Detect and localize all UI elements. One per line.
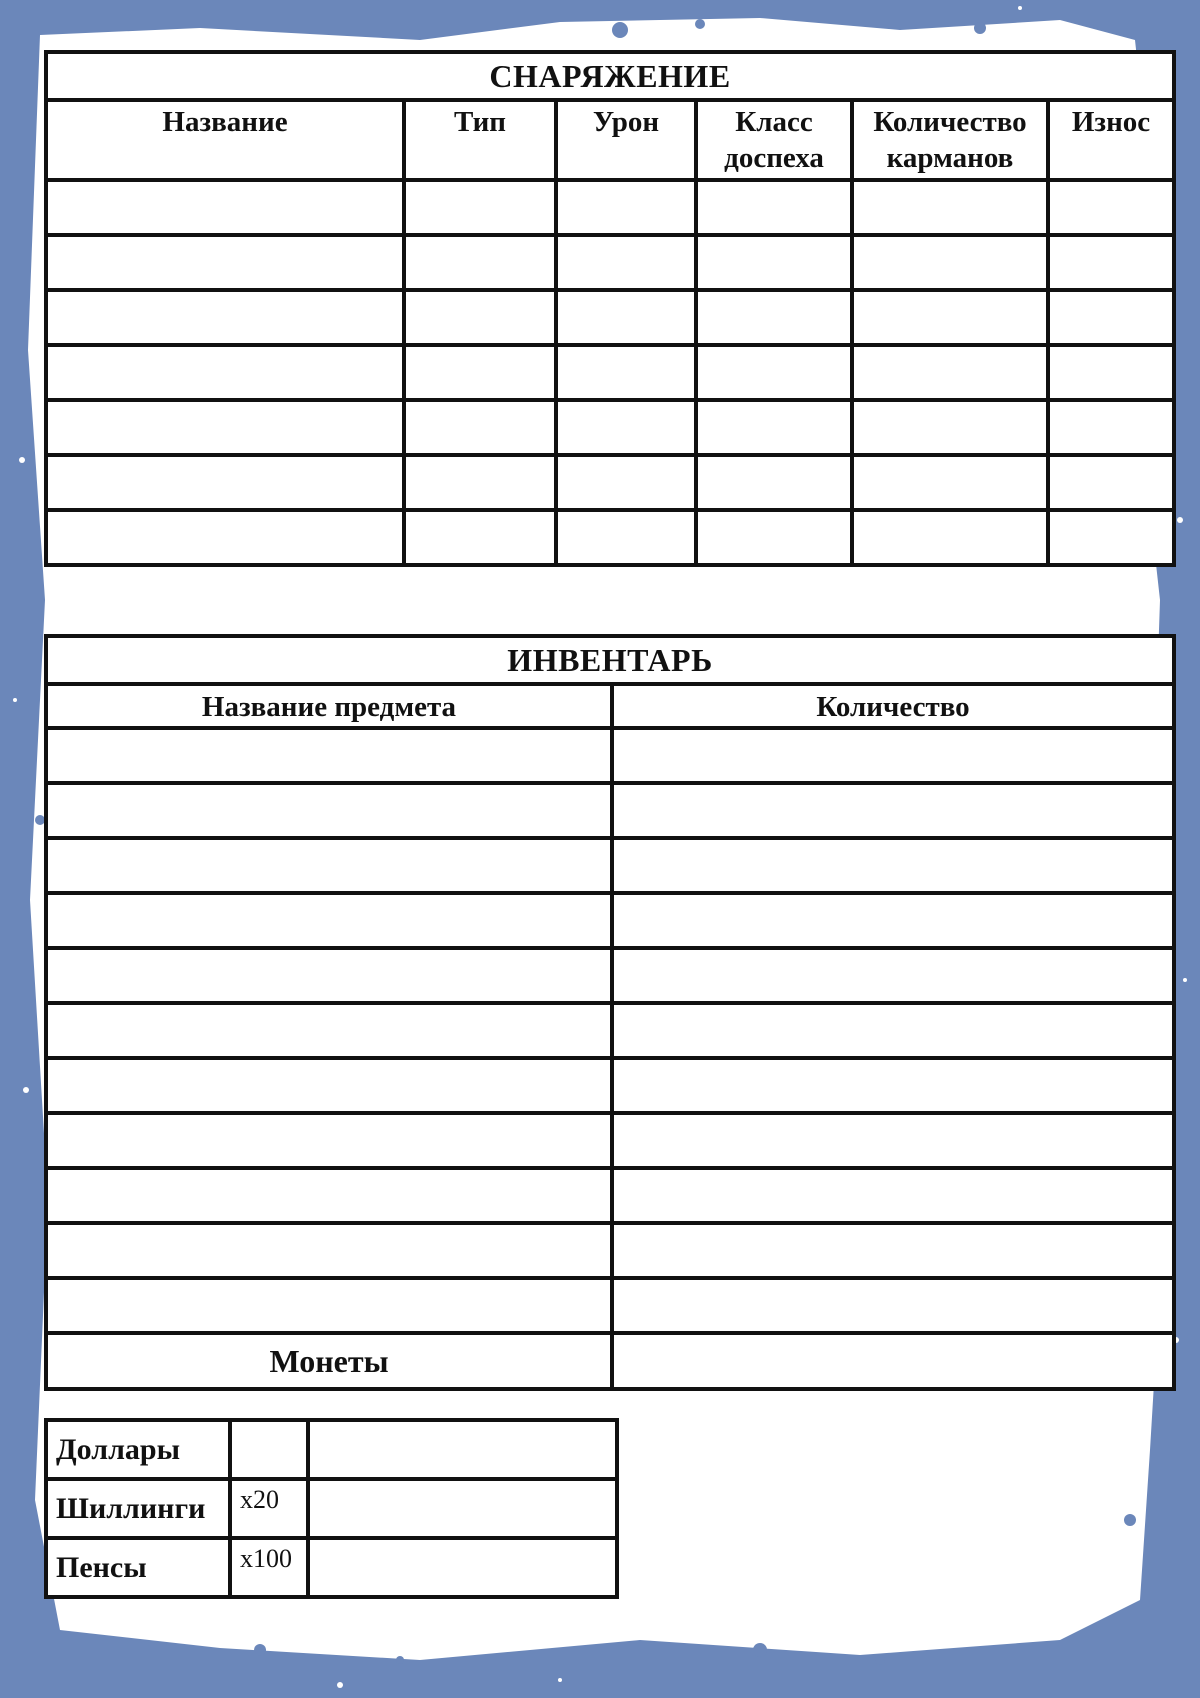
coin-row bbox=[46, 1420, 617, 1479]
header-wear: Износ bbox=[1048, 100, 1174, 180]
equipment-cell[interactable] bbox=[696, 290, 852, 345]
inventory-cell[interactable] bbox=[46, 1223, 612, 1278]
inventory-cell[interactable] bbox=[612, 838, 1174, 893]
coin-row bbox=[46, 1479, 617, 1538]
inventory-cell[interactable] bbox=[612, 1058, 1174, 1113]
coin-label: Шиллинги bbox=[46, 1479, 230, 1538]
inventory-cell[interactable] bbox=[46, 1003, 612, 1058]
equipment-cell[interactable] bbox=[404, 180, 556, 235]
equipment-cell[interactable] bbox=[46, 180, 404, 235]
equipment-cell[interactable] bbox=[556, 400, 696, 455]
equipment-cell[interactable] bbox=[696, 510, 852, 565]
equipment-row bbox=[46, 455, 1174, 510]
inventory-row bbox=[46, 838, 1174, 893]
inventory-cell[interactable] bbox=[46, 1113, 612, 1168]
coin-amount-cell[interactable] bbox=[308, 1420, 617, 1479]
equipment-cell[interactable] bbox=[46, 510, 404, 565]
inventory-row bbox=[46, 1223, 1174, 1278]
equipment-cell[interactable] bbox=[1048, 455, 1174, 510]
equipment-cell[interactable] bbox=[556, 510, 696, 565]
coins-title: Монеты bbox=[46, 1333, 612, 1389]
inventory-row bbox=[46, 1003, 1174, 1058]
inventory-table bbox=[44, 634, 1176, 1391]
coin-amount-cell[interactable] bbox=[308, 1538, 617, 1597]
coin-label: Доллары bbox=[46, 1420, 230, 1479]
inventory-cell[interactable] bbox=[46, 1058, 612, 1113]
inventory-cell[interactable] bbox=[612, 1003, 1174, 1058]
equipment-cell[interactable] bbox=[696, 180, 852, 235]
equipment-row bbox=[46, 510, 1174, 565]
equipment-table bbox=[44, 50, 1176, 567]
equipment-row bbox=[46, 180, 1174, 235]
inventory-cell[interactable] bbox=[46, 948, 612, 1003]
header-quantity: Количество bbox=[612, 684, 1174, 728]
equipment-cell[interactable] bbox=[1048, 290, 1174, 345]
inventory-row bbox=[46, 728, 1174, 783]
header-name: Название bbox=[46, 100, 404, 180]
equipment-cell[interactable] bbox=[46, 290, 404, 345]
inventory-cell[interactable] bbox=[46, 1278, 612, 1333]
coin-multiplier: x20 bbox=[230, 1479, 308, 1538]
inventory-cell[interactable] bbox=[612, 1278, 1174, 1333]
equipment-cell[interactable] bbox=[556, 345, 696, 400]
equipment-cell[interactable] bbox=[46, 235, 404, 290]
header-armor-class: Класс доспеха bbox=[696, 100, 852, 180]
equipment-cell[interactable] bbox=[852, 345, 1048, 400]
equipment-row bbox=[46, 400, 1174, 455]
inventory-row bbox=[46, 948, 1174, 1003]
equipment-cell[interactable] bbox=[556, 290, 696, 345]
equipment-cell[interactable] bbox=[556, 180, 696, 235]
equipment-cell[interactable] bbox=[556, 455, 696, 510]
coin-row bbox=[46, 1538, 617, 1597]
equipment-row bbox=[46, 235, 1174, 290]
equipment-cell[interactable] bbox=[852, 180, 1048, 235]
equipment-cell[interactable] bbox=[46, 455, 404, 510]
coin-multiplier bbox=[230, 1420, 308, 1479]
equipment-cell[interactable] bbox=[404, 345, 556, 400]
equipment-cell[interactable] bbox=[696, 455, 852, 510]
inventory-cell[interactable] bbox=[46, 728, 612, 783]
equipment-cell[interactable] bbox=[556, 235, 696, 290]
header-pockets: Количество карманов bbox=[852, 100, 1048, 180]
equipment-cell[interactable] bbox=[46, 345, 404, 400]
equipment-cell[interactable] bbox=[1048, 180, 1174, 235]
header-item-name: Название предмета bbox=[46, 684, 612, 728]
equipment-row bbox=[46, 290, 1174, 345]
inventory-row bbox=[46, 1278, 1174, 1333]
inventory-cell[interactable] bbox=[612, 783, 1174, 838]
equipment-cell[interactable] bbox=[852, 510, 1048, 565]
inventory-row bbox=[46, 1113, 1174, 1168]
header-damage: Урон bbox=[556, 100, 696, 180]
equipment-title: СНАРЯЖЕНИЕ bbox=[46, 52, 1174, 100]
equipment-cell[interactable] bbox=[852, 290, 1048, 345]
inventory-title: ИНВЕНТАРЬ bbox=[46, 636, 1174, 684]
inventory-cell[interactable] bbox=[612, 893, 1174, 948]
equipment-cell[interactable] bbox=[852, 455, 1048, 510]
equipment-cell[interactable] bbox=[1048, 510, 1174, 565]
equipment-cell[interactable] bbox=[1048, 235, 1174, 290]
inventory-row bbox=[46, 783, 1174, 838]
coin-label: Пенсы bbox=[46, 1538, 230, 1597]
inventory-row bbox=[46, 1168, 1174, 1223]
inventory-cell[interactable] bbox=[612, 728, 1174, 783]
equipment-cell[interactable] bbox=[404, 510, 556, 565]
inventory-row bbox=[46, 1058, 1174, 1113]
equipment-cell[interactable] bbox=[852, 235, 1048, 290]
inventory-cell[interactable] bbox=[612, 948, 1174, 1003]
equipment-cell[interactable] bbox=[696, 235, 852, 290]
coin-multiplier: x100 bbox=[230, 1538, 308, 1597]
inventory-cell[interactable] bbox=[612, 1168, 1174, 1223]
inventory-cell[interactable] bbox=[46, 783, 612, 838]
equipment-cell[interactable] bbox=[852, 400, 1048, 455]
inventory-cell[interactable] bbox=[46, 893, 612, 948]
equipment-cell[interactable] bbox=[1048, 345, 1174, 400]
equipment-cell[interactable] bbox=[1048, 400, 1174, 455]
equipment-cell[interactable] bbox=[696, 400, 852, 455]
equipment-cell[interactable] bbox=[404, 290, 556, 345]
equipment-cell[interactable] bbox=[696, 345, 852, 400]
inventory-cell[interactable] bbox=[612, 1223, 1174, 1278]
inventory-row bbox=[46, 893, 1174, 948]
inventory-cell[interactable] bbox=[46, 1168, 612, 1223]
equipment-cell[interactable] bbox=[404, 235, 556, 290]
equipment-row bbox=[46, 345, 1174, 400]
coin-amount-cell[interactable] bbox=[308, 1479, 617, 1538]
header-type: Тип bbox=[404, 100, 556, 180]
equipment-cell[interactable] bbox=[404, 400, 556, 455]
inventory-cell[interactable] bbox=[612, 1113, 1174, 1168]
inventory-cell[interactable] bbox=[46, 838, 612, 893]
equipment-cell[interactable] bbox=[46, 400, 404, 455]
coins-table bbox=[44, 1418, 619, 1599]
equipment-cell[interactable] bbox=[404, 455, 556, 510]
coins-quantity-cell[interactable] bbox=[612, 1333, 1174, 1389]
